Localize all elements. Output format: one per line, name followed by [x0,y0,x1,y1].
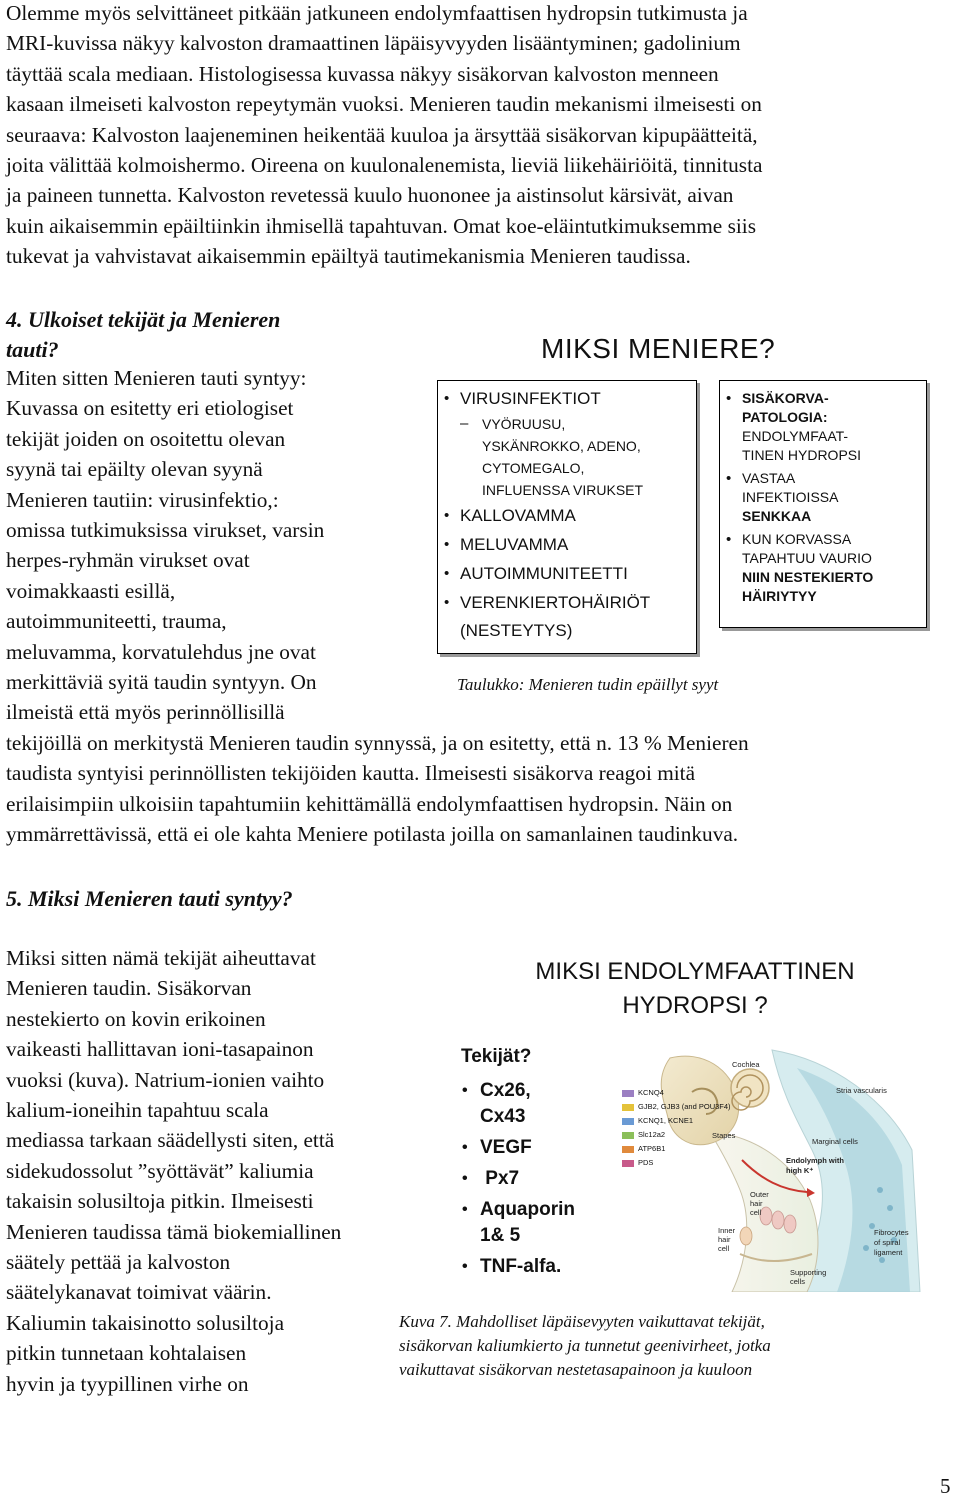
text-line: omissa tutkimuksissa virukset, varsin [6,518,325,543]
cause-item: • VIRUSINFEKTIOT [438,385,696,413]
label-supporting-cells: Supporting cells [790,1268,827,1286]
text-line: hyvin ja tyypillinen virhe on [6,1371,249,1396]
cause-item: • KALLOVAMMA [438,502,696,530]
text-line: Olemme myös selvittäneet pitkään jatkuneen endolymfaattisen hydropsin tutkimusta ja [6,1,748,25]
text-line: nestekierto on kovin erikoinen [6,1006,266,1031]
text-line: täyttää scala mediaan. Histologisessa kuvassa näkyy sisäkorvan kalvoston menneen [6,61,719,86]
text-line: seuraava: Kalvoston laajeneminen heikentää kuuloa ja ärsyttää sisäkorvan kipupäätteitä, [6,122,758,147]
label-inner-hair-cell: Inner hair cell [718,1226,736,1253]
text-line: pitkin tunnetaan kohtalaisen [6,1341,247,1366]
text-line: autoimmuniteetti, trauma, [6,609,227,634]
cause-item: • MELUVAMMA [438,531,696,559]
cause-item: • VERENKIERTOHÄIRIÖT (NESTEYTYS) [438,589,696,645]
figure-1-left-box [437,380,697,654]
legend-swatch [622,1104,634,1111]
label-stria: Stria vascularis [836,1086,887,1095]
gene-legend-item: KCNQ4 [622,1088,664,1097]
label-endolymph: Endolymph with high K⁺ [786,1156,844,1175]
text-line: ilmeistä että myös perinnöllisillä [6,700,285,725]
text-line: tekijät joiden on osoitettu olevan [6,426,286,451]
text-line: erilaisimpiin ulkoisiin tapahtumiin kehittämällä endolymfaattisen hydropsin. Näin on [6,791,733,816]
text-line: mediassa tarkaan säädellysti siten, että [6,1128,335,1153]
text-line: takaisin solusiltoja pitkin. Ilmeisesti [6,1189,314,1214]
factors-list [460,1078,575,1285]
text-line: kasaan ilmeiseti kalvoston repeytymän vuoksi. Menieren taudin mekanismi ilmeisesti on [6,92,762,117]
inner-ear-illustration [622,1040,922,1292]
text-line: merkittäviä syitä taudin syntyyn. On [6,670,317,695]
factors-label: Tekijät? [461,1046,532,1067]
gene-legend-item: ATP6B1 [622,1144,665,1153]
label-stapes: Stapes [712,1131,736,1140]
text-line: tekijöillä on merkitystä Menieren taudin synnyssä, ja on esitetty, että n. 13 % Menieren [6,730,749,755]
text-line: vuoksi (kuva). Natrium-ionien vaihto [6,1067,325,1092]
section-5-text [6,943,341,1399]
text-line: kalium-ioneihin tapahtuu scala [6,1098,269,1123]
figure-2-caption: Kuva 7. Mahdolliset läpäisevyyten vaikuttavat tekijät, sisäkorvan kaliumkierto ja tunnetut geenivirheet, jotka vaikuttavat sisäkorvan nestetasapainoon ja kuuloon [399,1312,771,1379]
cause-item: • AUTOIMMUNITEETTI [438,560,696,588]
text-line: voimakkaasti esillä, [6,578,176,603]
text-line: Menieren taudin. Sisäkorvan [6,976,252,1001]
gene-legend-item: Slc12a2 [622,1130,665,1139]
text-line: joita välittää kolmoishermo. Oireena on kuulonalenemista, lieviä liikehäiriöitä, tinnitusta [6,153,763,178]
text-line: ja paineen tunnetta. Kalvoston revetessä kuulo huononee ja aistinsolut kärsivät, aivan [6,183,734,208]
label-marginal: Marginal cells [812,1137,858,1146]
figure-2-title: MIKSI ENDOLYMFAATTINEN HYDROPSI ? [535,958,855,1019]
label-outer-hair-cell: Outer hair cell [750,1190,769,1217]
text-line: sidekudossolut ”syöttävät” kaliumia [6,1158,314,1183]
intro-paragraph [6,0,762,272]
text-line: herpes-ryhmän virukset ovat [6,548,250,573]
label-cochlea: Cochlea [732,1060,760,1069]
legend-swatch [622,1160,634,1167]
text-line: Menieren taudissa tämä biokemiallinen [6,1219,342,1244]
pathology-item: • SISÄKORVA- PATOLOGIA: ENDOLYMFAAT- TINEN HYDROPSI [720,389,926,465]
text-line: säätely pettää ja kalvoston [6,1250,231,1275]
text-line: vaikeasti hallittavan ioni-tasapainon [6,1037,314,1062]
legend-swatch [622,1118,634,1125]
label-fibrocytes: Fibrocytes of spiral ligament [874,1228,909,1257]
factor-item: • Aquaporin 1& 5 [460,1197,575,1249]
figure-1-right-box [719,380,927,628]
text-line: MRI-kuvissa näkyy kalvoston dramaattinen läpäisyvyyden lisääntyminen; gadolinium [6,31,741,56]
figure-1-caption: Taulukko: Menieren tudin epäillyt syyt [457,675,719,694]
text-line: syynä tai epäilty olevan syynä [6,457,263,482]
text-line: tukevat ja vahvistavat aikaisemmin epäiltyä tautimekanismia Menieren taudissa. [6,244,691,269]
gene-legend-item: GJB2, GJB3 (and POU3F4) [622,1102,731,1111]
text-line: ymmärrettävissä, että ei ole kahta Meniere potilasta joilla on samanlainen taudinkuva. [6,822,739,847]
text-line: Menieren tautiin: virusinfektio,: [6,487,279,512]
page-number: 5 [940,1474,951,1498]
figure-1-title: MIKSI MENIERE? [541,333,776,364]
text-line: Miksi sitten nämä tekijät aiheuttavat [6,946,316,970]
section-5-heading: 5. Miksi Menieren tauti syntyy? [6,886,293,911]
text-line: Kaliumin takaisinotto solusiltoja [6,1310,285,1335]
section-4-heading: 4. Ulkoiset tekijät ja Menieren tauti? [6,307,281,362]
pathology-item: • VASTAA INFEKTIOISSA SENKKAA [720,469,926,526]
pathology-item: • KUN KORVASSA TAPAHTUU VAURIO NIIN NESTEKIERTO HÄIRIYTYY [720,530,926,606]
factor-item: • VEGF [460,1135,575,1161]
text-line: Kuvassa on esitetty eri etiologiset [6,396,294,421]
text-line: Miten sitten Menieren tauti syntyy: [6,366,307,390]
text-line: kuin aikaisemmin epäiltiinkin ihmisellä tapahtuvan. Omat koe-eläintutkimuksemme siis [6,213,756,238]
legend-swatch [622,1146,634,1153]
factor-item: • Cx26, Cx43 [460,1078,575,1130]
legend-swatch [622,1090,634,1097]
text-line: meluvamma, korvatulehdus jne ovat [6,639,316,664]
text-line: taudista syntyisi perinnöllisten tekijöiden kautta. Ilmeisesti sisäkorva reagoi mitä [6,761,696,786]
cause-subitem: – VYÖRUUSU, YSKÄNROKKO, ADENO, CYTOMEGALO, INFLUENSSA VIRUKSET [438,413,696,501]
gene-legend-item: PDS [622,1158,653,1167]
text-line: säätelykanavat toimivat väärin. [6,1280,272,1305]
factor-item: • Px7 [460,1166,575,1192]
legend-swatch [622,1132,634,1139]
arrow-head [807,1188,815,1197]
factor-item: • TNF-alfa. [460,1254,575,1280]
gene-legend-item: KCNQ1, KCNE1 [622,1116,693,1125]
